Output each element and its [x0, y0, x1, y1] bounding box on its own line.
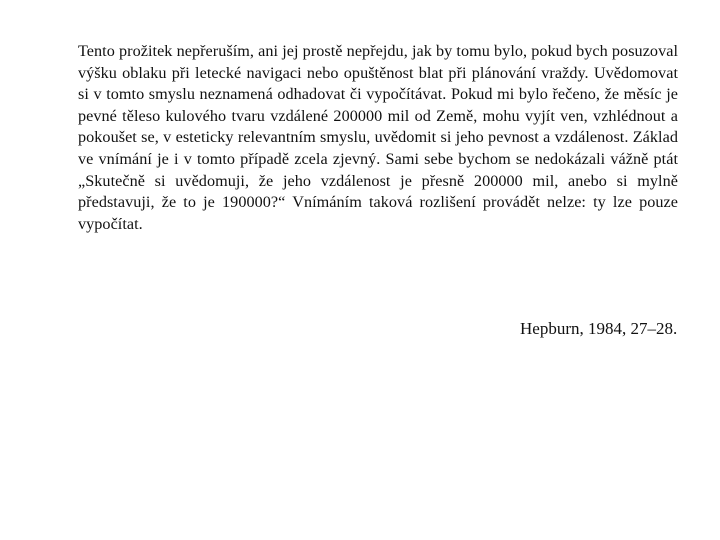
quote-text: Tento prožitek nepřeruším, ani jej prostě nepřejdu, jak by tomu bylo, pokud bych posuzoval výšku oblaku při letecké navigaci nebo opuštěnost blat při plánování vraždy. Uvědomovat si v tomto smyslu neznamená odhadovat či vypočítávat. Pokud mi bylo řečeno, že měsíc je pevné těleso kulového tvaru vzdálené 200000 mil od Země, mohu vyjít ven, vzhlédnout a pokoušet se, v esteticky relevantním smyslu, uvědomit si jeho pevnost a vzdálenost. Základ ve vnímání je i v tomto případě zcela zjevný. Sami sebe bychom se nedokázali vážně ptát „Skutečně si uvědomuji, že jeho vzdálenost je přesně 200000 mil, anebo si mylně představuji, že to je 190000?“ Vnímáním taková rozlišení provádět nelze: ty lze pouze vypočítat.: [78, 42, 678, 233]
quote-block: [58, 41, 678, 235]
citation-text: Hepburn, 1984, 27–28.: [520, 319, 678, 338]
citation-block: [500, 318, 700, 340]
